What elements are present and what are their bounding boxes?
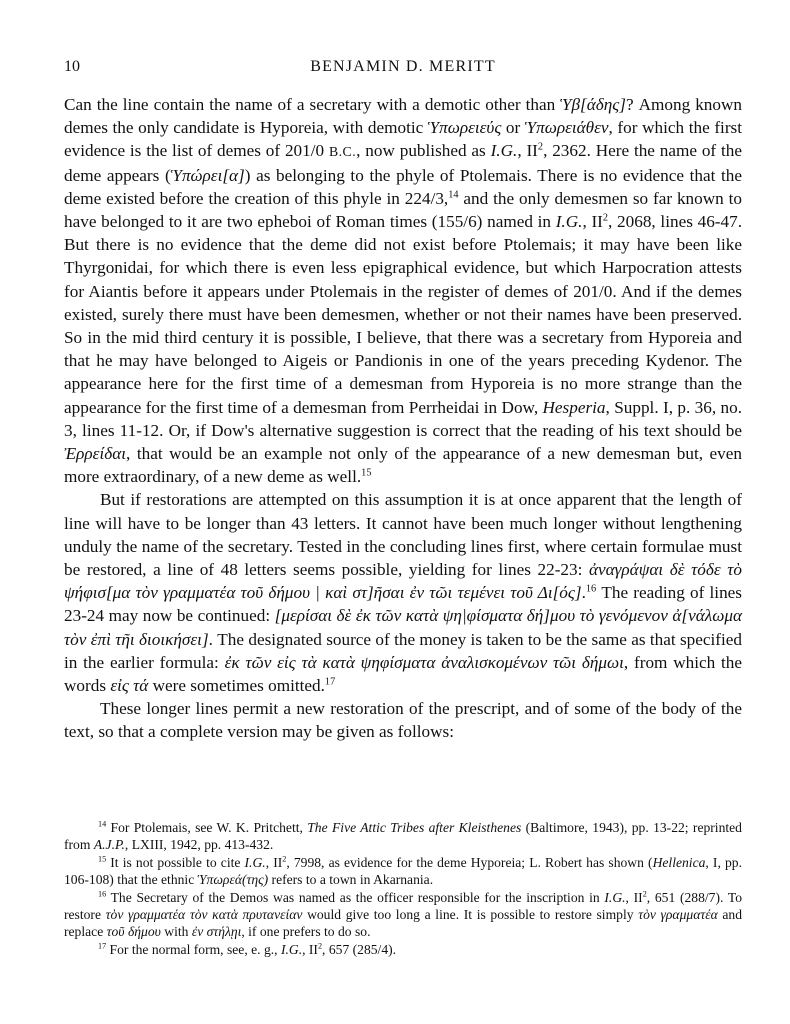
footnote-15: $^{15}$ It is not possible to cite I.G., $II^2$, 7998, as evidence for the deme Hyporeia; L. Robert has shown (Hellenica, I, pp. 106-108) that the ethnic Ὑπωρεά(της) refers to a town in Akarnania. [64,854,742,888]
footnote-ref-14: 14 [448,189,459,201]
paragraph-3: These longer lines permit a new restoration of the prescript, and of some of the body of the text, so that a complete version may be given as follows: [64,699,742,742]
footnote-ref-17: 17 [324,676,336,688]
footnote-17: $^{17}$ For the normal form, see, e. g., I.G., $II^2$, 657 (285/4). [98,941,397,957]
footnote-14: $^{14}$ For Ptolemais, see W. K. Pritchett, The Five Attic Tribes after Kleisthenes (Baltimore, 1943), pp. 13-22; reprinted from A.J.P., LXIII, 1942, pp. 413-432. [64,819,742,853]
page-number: 10 [64,58,80,75]
footnote-ref-16: 16 [585,583,597,595]
footnotes [64,819,742,958]
page-header [64,58,742,82]
paragraph-2: But if restorations are attempted on this assumption it is at once apparent that the length of line will have to be longer than 43 letters. It cannot have been much longer without lengthening unduly the name of the secretary. Tested in the concluding lines first, where certain formulae must be restored, a line of 48 letters seems possible, yielding for lines 22-23: ἀναγράψαι δὲ τόδε τὸ ψήφισ[μα τὸν γραμματέα τοῦ δήμου | καὶ στ]ῆσαι ἐν τῶι τεμένει τοῦ Δι[ός].$^{16}$ The reading of lines 23-24 may now be continued: [μερίσαι δὲ ἐκ τῶν κατὰ ψη|φίσματα δή]μου τὸ γενόμενον ἀ[νάλωμα τὸν ἐπὶ τῆι διοικήσει]. The designated source of the money is taken to be the same as that specified in the earlier formula: ἐκ τῶν εἰς τὰ κατὰ ψηφίσματα ἀναλισκομένων τῶι δήμωι, from which the words εἰς τά were sometimes omitted.$^{17}$ [64,490,743,696]
footnote-16: $^{16}$ The Secretary of the Demos was named as the officer responsible for the inscription in I.G., $II^2$, 651 (288/7). To restore τὸν γραμματέα τὸν κατὰ πρυτανείαν would give too long a line. It is possible to restore simply τὸν γραμματέα and replace τοῦ δήμου with ἐν στήλῃι, if one prefers to do so. [64,889,743,940]
main-text [64,93,742,744]
footnote-ref-15: 15 [361,467,372,479]
paragraph-1: Can the line contain the name of a secretary with a demotic other than Ὑβ[άδης]? Among known demes the only candidate is Hyporeia, with demotic Ὑπωρειεύς or Ὑπωρειάθεν, for which the first evidence is the list of demes of 201/0 B.C., now published as I.G., $II^2$, 2362. Here the name of the deme appears (Ὑπώρει[α]) as belonging to the phyle of Ptolemais. There is no evidence that the deme existed before the creation of this phyle in 224/3,14 and the only demesmen so far known to have belonged to it are two epheboi of Roman times (155/6) named in I.G., $II^2$, 2068, lines 46-47. But there is no evidence that the deme did not exist before Ptolemais; it may have been like Thyrgonidai, for which there is even less epigraphical evidence, but which Harpocration attests for Aiantis before it appears under Ptolemais in the register of demes of 201/0. And if the demes existed, surely there must have been demesmen, whether or not their names have been preserved. So in the mid third century it is possible, I believe, that there was a secretary from Hyporeia and that he may have belonged to Aigeis or Pandionis in one of the years preceding Kydenor. The appearance here for the first time of a demesman from Hyporeia is no more strange than the appearance for the first time of a demesman from Perrheidai in Dow, Hesperia, Suppl. I, p. 36, no. 3, lines 11-12. Or, if Dow's alternative suggestion is correct that the reading of his text should be Ἐρρείδαι, that would be an example not only of the appearance of a new demesman but, even more extraordinary, of a new deme as well.$^{15}$ [64,95,743,487]
running-head: BENJAMIN D. MERITT [310,58,496,75]
